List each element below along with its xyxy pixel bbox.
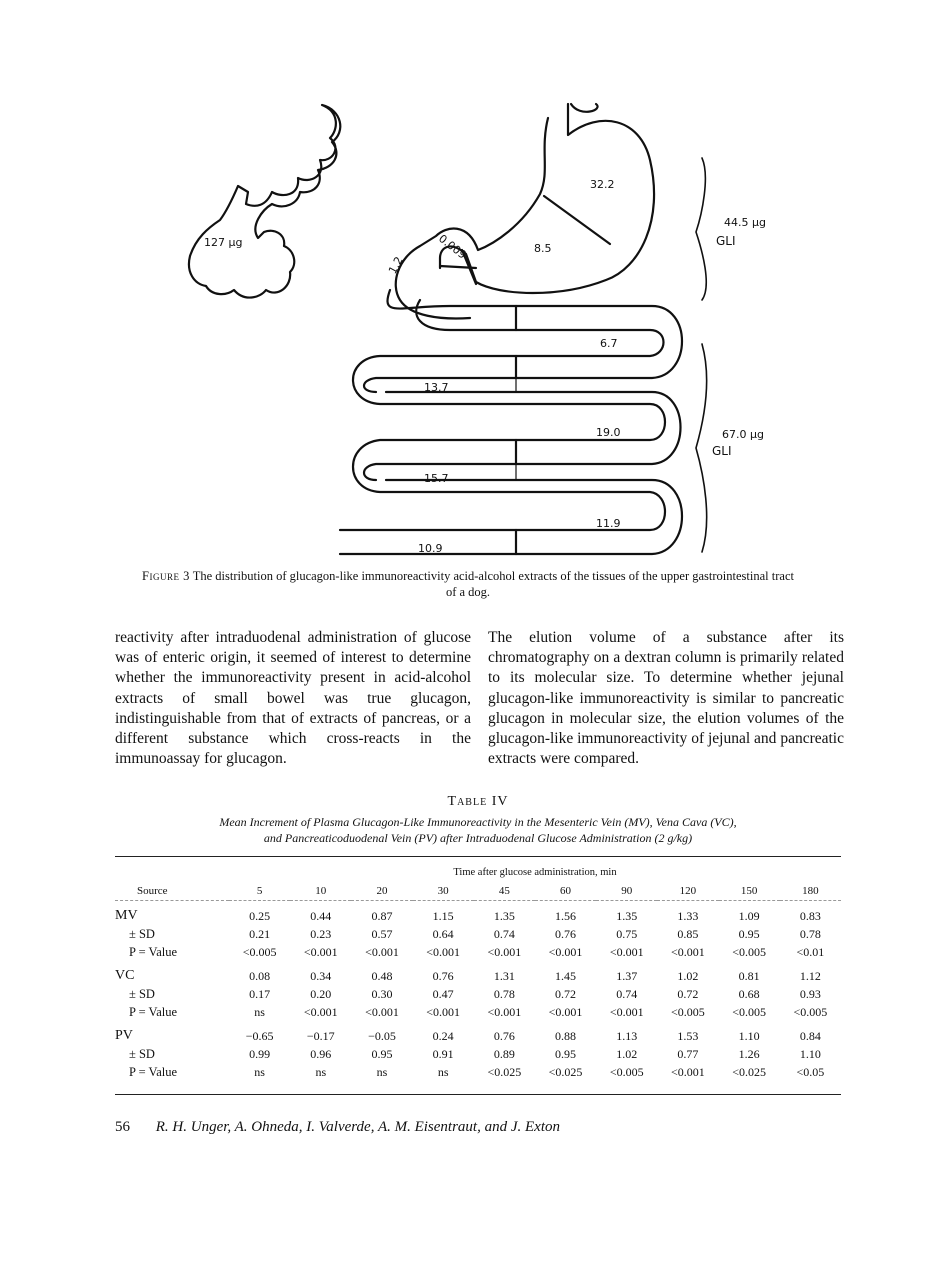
table-iv [115, 862, 841, 1081]
segment-1-value: 6.7 [600, 337, 618, 350]
table-cell: <0.025 [487, 1064, 522, 1079]
table-cell: 1.31 [493, 968, 515, 983]
table-title: Table IV [447, 794, 509, 809]
table-cell: <0.001 [426, 1004, 461, 1019]
table-cell: −0.65 [245, 1028, 274, 1043]
table-cell: 1.56 [555, 908, 577, 923]
table-cell: 0.95 [738, 926, 760, 941]
table-cell: 1.02 [616, 1046, 638, 1061]
table-cell: 0.87 [371, 908, 393, 923]
table-cell: <0.001 [487, 944, 522, 959]
table-cell: 1.45 [555, 968, 577, 983]
table-cell: 0.64 [432, 926, 454, 941]
table-cell: 0.81 [738, 968, 760, 983]
body-text-right-column: The elution volume of a substance after its chromatography on a dextran column is primarily related to its molecular size. To determine whether jejunal glucagon-like immunoreactivity is similar to pancreatic glucagon in molecular size, the elution volumes of the glucagon-like immunoreactivity of jejunal and pancreatic extracts were compared. [488, 629, 844, 768]
table-cell: <0.001 [671, 944, 705, 959]
figure-3 [0, 0, 936, 570]
row-label: P = Value [129, 944, 178, 959]
pylorus-value: 0.009 [435, 232, 469, 262]
row-label: ± SD [129, 926, 155, 941]
table-cell: 0.95 [555, 1046, 577, 1061]
stomach-total: 44.5 μg [724, 216, 766, 229]
row-label: ± SD [129, 986, 155, 1001]
duodenum-value: 1.2 [386, 254, 406, 277]
table-row [115, 1063, 841, 1081]
group-name: PV [115, 1028, 133, 1043]
table-cell: −0.17 [306, 1028, 335, 1043]
table-cell: <0.005 [793, 1004, 828, 1019]
table-cell: 1.15 [432, 908, 454, 923]
time-header: 120 [679, 885, 697, 897]
table-cell: ns [376, 1064, 388, 1079]
table-cell: 0.76 [432, 968, 454, 983]
row-label: P = Value [129, 1064, 178, 1079]
table-cell: 1.09 [738, 908, 760, 923]
time-header: 180 [802, 885, 819, 897]
table-row [115, 943, 841, 961]
table-cell: 1.33 [677, 908, 699, 923]
table-cell: 0.95 [371, 1046, 393, 1061]
segment-2-value: 13.7 [424, 381, 449, 394]
intestine-total: 67.0 μg [722, 428, 764, 441]
table-cell: <0.001 [365, 1004, 399, 1019]
table-cell: <0.001 [548, 1004, 583, 1019]
table-cell: 0.74 [616, 986, 638, 1001]
table-cell: 0.89 [493, 1046, 515, 1061]
table-top-rule [115, 856, 841, 857]
table-cell: <0.001 [303, 1004, 338, 1019]
table-cell: 0.08 [249, 968, 271, 983]
table-cell: 0.75 [616, 926, 638, 941]
table-cell: 0.47 [432, 986, 454, 1001]
time-header: 60 [560, 885, 572, 897]
time-header: 5 [256, 885, 263, 897]
segment-5-value: 11.9 [596, 517, 621, 530]
row-label: P = Value [129, 1004, 178, 1019]
intestine-brace [696, 344, 707, 552]
table-cell: 1.53 [677, 1028, 699, 1043]
table-cell: <0.005 [732, 944, 766, 959]
table-cell: 0.48 [371, 968, 393, 983]
table-cell: <0.001 [487, 1004, 522, 1019]
table-cell: <0.005 [732, 1004, 766, 1019]
table-cell: <0.01 [796, 944, 825, 959]
table-cell: <0.005 [671, 1004, 705, 1019]
time-header: 45 [498, 885, 510, 897]
segment-4-value: 15.7 [424, 472, 449, 485]
table-cell: 0.83 [799, 908, 821, 923]
table-cell: 1.35 [616, 908, 638, 923]
figure-caption-label: Figure 3 [142, 569, 190, 583]
table-cell: 1.10 [738, 1028, 760, 1043]
table-cell: 0.72 [555, 986, 577, 1001]
time-header: 30 [437, 885, 449, 897]
stomach-body-value: 8.5 [534, 242, 552, 255]
pancreas-value: 127 μg [204, 236, 243, 249]
table-cell: 0.20 [310, 986, 332, 1001]
table-cell: <0.005 [609, 1064, 644, 1079]
stomach-outline [396, 118, 548, 318]
table-cell: <0.001 [426, 944, 461, 959]
table-subtitle-line-2: and Pancreaticoduodenal Vein (PV) after Intraduodenal Glucose Administration (2 g/kg) [263, 831, 693, 845]
segment-3-value: 19.0 [596, 426, 621, 439]
time-header: 20 [376, 885, 388, 897]
table-bottom-rule [115, 1094, 841, 1095]
table-cell: 0.84 [799, 1028, 821, 1043]
table-spanner-row [115, 862, 841, 882]
table-cell: 0.93 [799, 986, 821, 1001]
group-name: MV [115, 908, 138, 923]
table-cell: 1.10 [799, 1046, 821, 1061]
table-cell: <0.001 [609, 944, 644, 959]
table-cell: 0.74 [493, 926, 515, 941]
table-cell: 0.57 [371, 926, 393, 941]
row-label: ± SD [129, 1046, 155, 1061]
table-spanner: Time after glucose administration, min [453, 866, 617, 878]
table-cell: 0.85 [677, 926, 699, 941]
table-cell: 1.37 [616, 968, 638, 983]
table-cell: <0.001 [609, 1004, 644, 1019]
table-cell: 0.88 [555, 1028, 577, 1043]
pancreas-outline [189, 105, 340, 298]
table-row [115, 967, 841, 985]
table-cell: ns [254, 1064, 265, 1079]
time-header: 90 [621, 885, 633, 897]
table-cell: <0.001 [365, 944, 399, 959]
table-cell: 0.76 [555, 926, 577, 941]
table-cell: 0.72 [677, 986, 699, 1001]
table-row [115, 925, 841, 943]
gi-tract-diagram [0, 0, 936, 570]
body-text-left-column: reactivity after intraduodenal administration of glucose was of enteric origin, it seemed of interest to determine whether the immunoreactivity present in acid-alcohol extracts of small bowel was true glucagon, indistinguishable from that of extracts of pancreas, or a different substance which cross-reacts in the immunoassay for glucagon. [115, 629, 471, 768]
table-cell: ns [315, 1064, 327, 1079]
table-cell: 0.44 [310, 908, 332, 923]
table-cell: 0.78 [799, 926, 821, 941]
table-cell: 0.78 [493, 986, 515, 1001]
table-cell: <0.005 [242, 944, 277, 959]
table-cell: <0.05 [796, 1064, 825, 1079]
table-cell: 0.21 [249, 926, 271, 941]
table-cell: <0.025 [548, 1064, 583, 1079]
table-cell: 0.24 [432, 1028, 454, 1043]
table-row [115, 907, 841, 925]
table-cell: 0.25 [249, 908, 271, 923]
table-row [115, 1045, 841, 1063]
source-header: Source [137, 885, 168, 897]
table-cell: 1.02 [677, 968, 699, 983]
footer-authors: R. H. Unger, A. Ohneda, I. Valverde, A. M. Eisentraut, and J. Exton [155, 1119, 560, 1135]
table-cell: 1.12 [799, 968, 821, 983]
table-cell: <0.001 [671, 1064, 705, 1079]
time-header: 10 [315, 885, 327, 897]
figure-caption [140, 568, 796, 600]
table-cell: 1.35 [493, 908, 515, 923]
page-footer [115, 1119, 560, 1136]
stomach-brace [696, 158, 706, 300]
table-cell: 0.23 [310, 926, 332, 941]
table-cell: 0.99 [249, 1046, 271, 1061]
segment-6-value: 10.9 [418, 542, 443, 555]
table-cell: 1.13 [616, 1028, 638, 1043]
table-row [115, 985, 841, 1003]
table-row [115, 1027, 841, 1045]
table-cell: <0.001 [548, 944, 583, 959]
table-cell: <0.001 [303, 944, 338, 959]
page-number: 56 [115, 1119, 130, 1135]
table-cell: ns [254, 1004, 265, 1019]
time-header: 150 [740, 885, 758, 897]
table-cell: 0.77 [677, 1046, 699, 1061]
figure-caption-text: The distribution of glucagon-like immunoreactivity acid-alcohol extracts of the tissues of the upper gastrointestinal tract of a dog. [192, 569, 794, 599]
table-cell: <0.025 [732, 1064, 766, 1079]
table-row [115, 1003, 841, 1021]
intestine-total-unit: GLI [712, 444, 732, 458]
table-cell: 0.96 [310, 1046, 332, 1061]
group-name: VC [115, 968, 135, 983]
table-cell: 0.68 [738, 986, 760, 1001]
table-subtitle-line-1: Mean Increment of Plasma Glucagon-Like Immunoreactivity in the Mesenteric Vein (MV), Vena Cava (VC), [219, 815, 737, 829]
stomach-fundus-value: 32.2 [590, 178, 615, 191]
table-cell: −0.05 [368, 1028, 396, 1043]
stomach-total-unit: GLI [716, 234, 736, 248]
table-cell: 0.17 [249, 986, 271, 1001]
table-cell: 0.76 [493, 1028, 515, 1043]
table-subtitle [115, 814, 841, 846]
table-cell: 1.26 [738, 1046, 760, 1061]
table-cell: 0.34 [310, 968, 332, 983]
intestine-outline [340, 300, 665, 530]
table-cell: 0.91 [432, 1046, 454, 1061]
table-cell: ns [437, 1064, 449, 1079]
table-header-row [115, 882, 841, 901]
table-cell: 0.30 [371, 986, 393, 1001]
